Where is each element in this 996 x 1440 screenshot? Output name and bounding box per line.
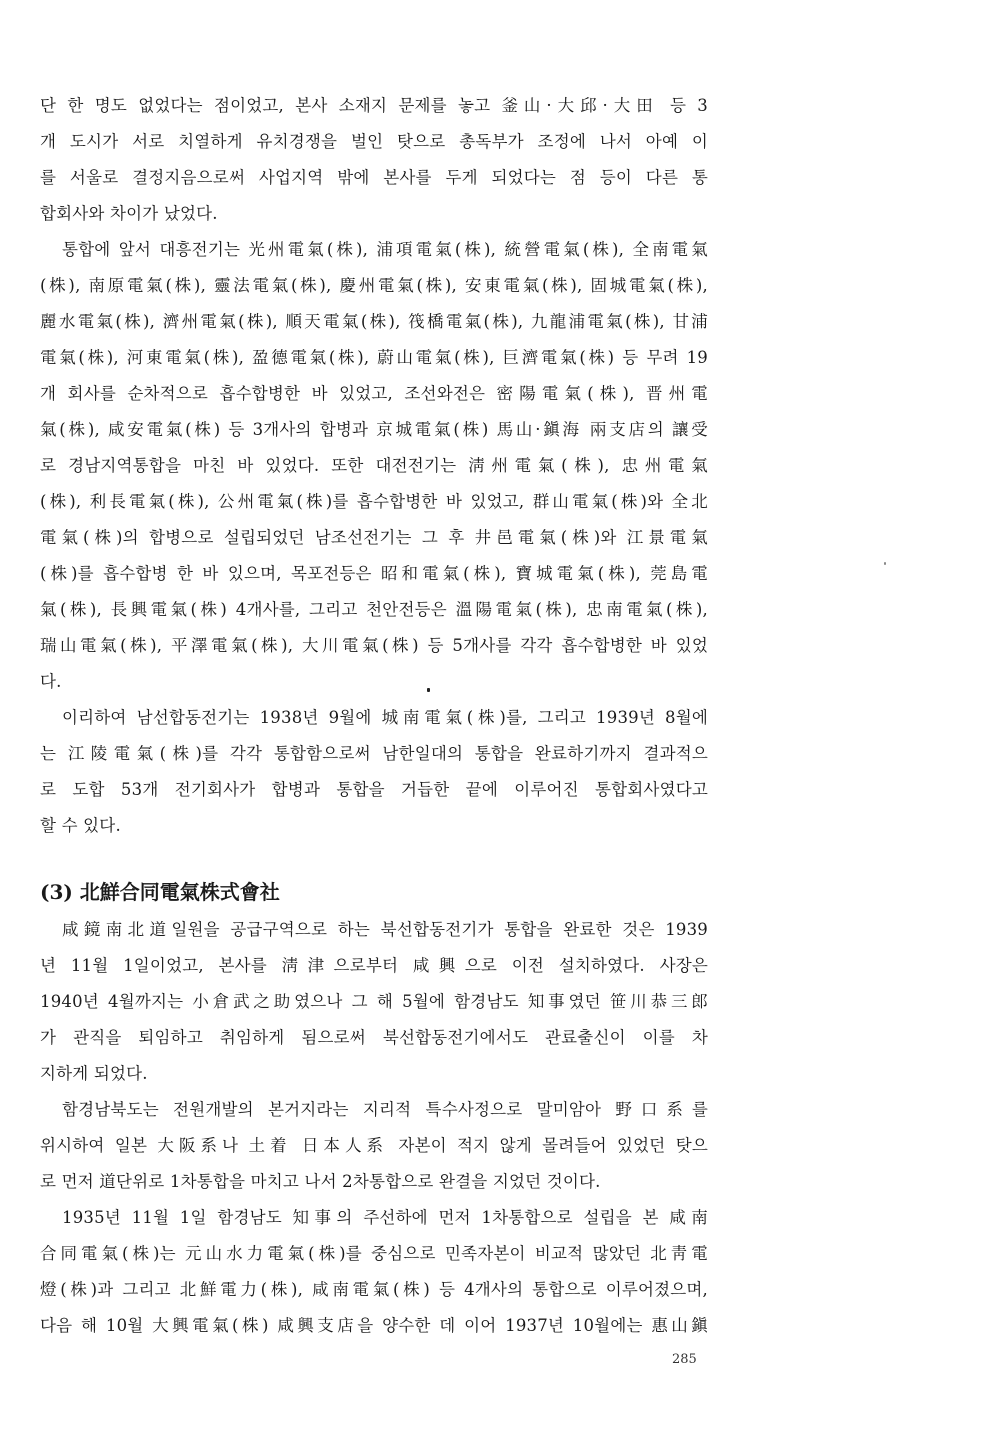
- text-line: 이리하여 남선합동전기는 1938년 9월에 城南電氣(株)를, 그리고 1939년 8월에: [62, 708, 708, 727]
- text-line: 지하게 되었다.: [40, 1064, 148, 1083]
- text-line: 1935년 11월 1일 함경남도 知事의 주선하에 먼저 1차통합으로 설립을 본 咸南: [62, 1208, 708, 1227]
- text-line: 위시하여 일본 大阪系나 土着 日本人系 자본이 적지 않게 몰려들어 있었던 탓으: [40, 1136, 708, 1155]
- text-line: 통합에 앞서 대흥전기는 光州電氣(株), 浦項電氣(株), 統營電氣(株), 全南電氣: [62, 240, 708, 259]
- text-line: 瑞山電氣(株), 平澤電氣(株), 大川電氣(株) 등 5개사를 각각 흡수합병한 바 있었: [40, 636, 708, 655]
- text-line: 할 수 있다.: [40, 816, 121, 835]
- scan-speck: [884, 562, 886, 565]
- text-line: 로 경남지역통합을 마친 바 있었다. 또한 대전전기는 淸州電氣(株), 忠州電氣: [40, 456, 708, 475]
- text-line: 개 회사를 순차적으로 흡수합병한 바 있었고, 조선와전은 密陽電氣(株), 晋州電: [40, 384, 708, 403]
- text-line: 함경남북도는 전원개발의 본거지라는 지리적 특수사정으로 말미암아 野口系를: [62, 1100, 708, 1119]
- text-line: 다.: [40, 672, 62, 691]
- scan-speck: [427, 688, 430, 692]
- text-line: 氣(株), 咸安電氣(株) 등 3개사의 합병과 京城電氣(株) 馬山·鎭海 兩支店의 讓受: [40, 420, 708, 439]
- text-line: 는 江陵電氣(株)를 각각 통합함으로써 남한일대의 통합을 완료하기까지 결과적으: [40, 744, 708, 763]
- text-line: 合同電氣(株)는 元山水力電氣(株)를 중심으로 민족자본이 비교적 많았던 北靑電: [40, 1244, 708, 1263]
- section-heading: (3) 北鮮合同電氣株式會社: [40, 880, 280, 904]
- text-line: (株), 南原電氣(株), 靈法電氣(株), 慶州電氣(株), 安東電氣(株), 固城電氣(株),: [40, 276, 708, 295]
- text-line: (株), 利長電氣(株), 公州電氣(株)를 흡수합병한 바 있었고, 群山電氣(株)와 全北: [40, 492, 708, 511]
- text-line: 년 11월 1일이었고, 본사를 淸津으로부터 咸興으로 이전 설치하였다. 사장은: [40, 956, 708, 975]
- text-line: 가 관직을 퇴임하고 취임하게 됨으로써 북선합동전기에서도 관료출신이 이를 차: [40, 1028, 708, 1047]
- text-line: 氣(株), 長興電氣(株) 4개사를, 그리고 천안전등은 溫陽電氣(株), 忠南電氣(株),: [40, 600, 708, 619]
- text-line: 로 도합 53개 전기회사가 합병과 통합을 거듭한 끝에 이루어진 통합회사였다고: [40, 780, 708, 799]
- text-line: 咸鏡南北道일원을 공급구역으로 하는 북선합동전기가 통합을 완료한 것은 1939: [62, 920, 708, 939]
- text-line: (株)를 흡수합병 한 바 있으며, 목포전등은 昭和電氣(株), 寶城電氣(株), 莞島電: [40, 564, 708, 583]
- text-line: 麗水電氣(株), 濟州電氣(株), 順天電氣(株), 筏橋電氣(株), 九龍浦電氣(株), 甘浦: [40, 312, 708, 331]
- text-line: 電氣(株), 河東電氣(株), 盈德電氣(株), 蔚山電氣(株), 巨濟電氣(株) 등 무려 19: [40, 348, 708, 367]
- text-line: 로 먼저 道단위로 1차통합을 마치고 나서 2차통합으로 완결을 지었던 것이다.: [40, 1172, 601, 1191]
- text-line: 電氣(株)의 합병으로 설립되었던 남조선전기는 그 후 井邑電氣(株)와 江景電氣: [40, 528, 708, 547]
- text-line: 1940년 4월까지는 小倉武之助였으나 그 해 5월에 함경남도 知事였던 笹川恭三郎: [40, 992, 708, 1011]
- text-line: 를 서울로 결정지음으로써 사업지역 밖에 본사를 두게 되었다는 점 등이 다른 통: [40, 168, 708, 187]
- text-line: 합회사와 차이가 났었다.: [40, 204, 218, 223]
- page-number: 285: [672, 1352, 697, 1367]
- text-line: 단 한 명도 없었다는 점이었고, 본사 소재지 문제를 놓고 釜山·大邱·大田 등 3: [40, 96, 708, 115]
- text-line: 燈(株)과 그리고 北鮮電力(株), 咸南電氣(株) 등 4개사의 통합으로 이루어졌으며,: [40, 1280, 708, 1299]
- text-line: 개 도시가 서로 치열하게 유치경쟁을 벌인 탓으로 총독부가 조정에 나서 아예 이: [40, 132, 708, 151]
- text-line: 다음 해 10월 大興電氣(株) 咸興支店을 양수한 데 이어 1937년 10월에는 惠山鎭: [40, 1316, 708, 1335]
